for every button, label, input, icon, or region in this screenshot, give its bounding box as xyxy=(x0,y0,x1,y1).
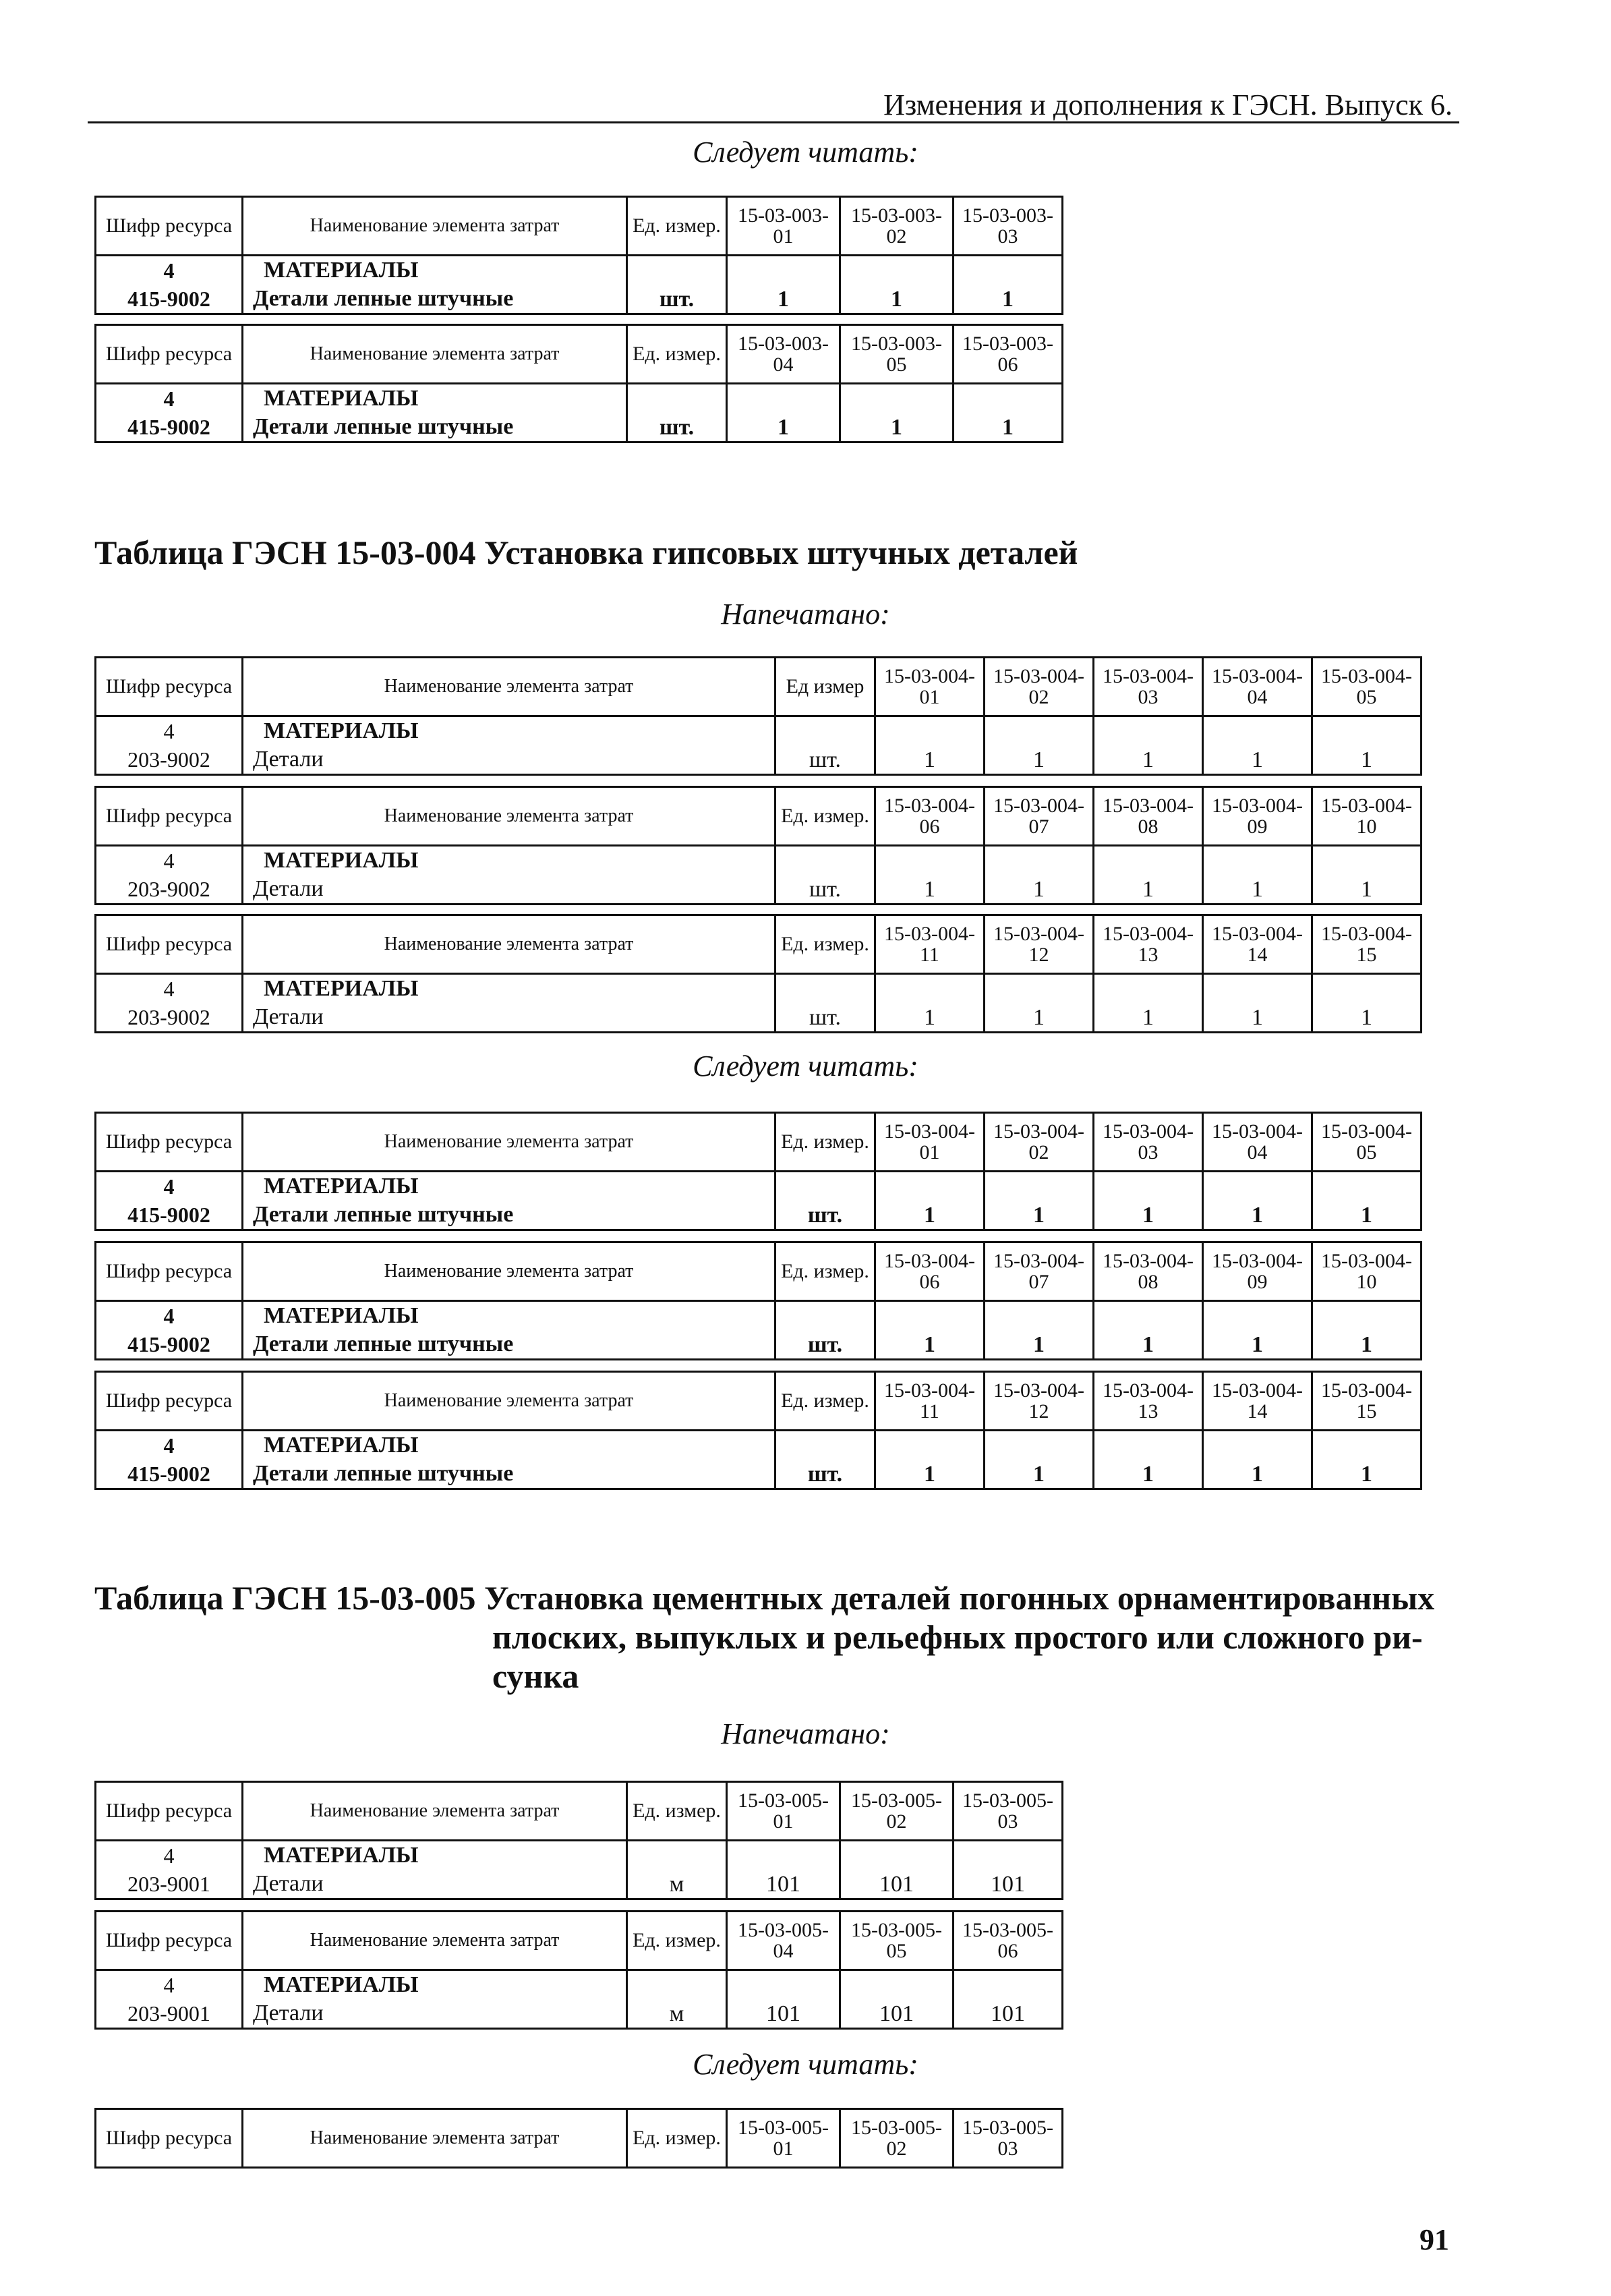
norm-value: 1 xyxy=(985,716,1094,775)
header-element-name: Наименование элемента затрат xyxy=(243,325,627,384)
norm-value: 1 xyxy=(840,384,954,442)
header-resource-code: Шифр ресурса xyxy=(96,915,243,974)
resource-name: Детали xyxy=(253,876,324,901)
unit-value: шт. xyxy=(627,384,727,442)
unit-value: шт. xyxy=(775,1172,875,1230)
norm-value: 1 xyxy=(1312,1431,1422,1489)
norm-value: 1 xyxy=(1094,1172,1203,1230)
page-number: 91 xyxy=(1419,2223,1449,2256)
unit-value: м xyxy=(627,1841,727,1899)
title-line-3: сунка xyxy=(492,1657,579,1695)
norm-value: 1 xyxy=(1312,1172,1422,1230)
resource-code-cell xyxy=(96,846,243,905)
resource-code-cell xyxy=(96,1431,243,1489)
table-row xyxy=(96,1301,1422,1360)
group-code: 4 xyxy=(163,1433,175,1458)
resource-name: Детали лепные штучные xyxy=(253,414,514,439)
group-name: МАТЕРИАЛЫ xyxy=(264,386,419,411)
norm-value: 1 xyxy=(1203,846,1312,905)
header-norm-code: 15-03-004-06 xyxy=(875,1242,985,1301)
table-header-row xyxy=(96,1113,1422,1172)
norm-value: 1 xyxy=(875,974,985,1033)
norm-value: 1 xyxy=(1312,1301,1422,1360)
unit-value: шт. xyxy=(775,974,875,1033)
norm-value: 1 xyxy=(1203,974,1312,1033)
header-unit: Ед измер xyxy=(775,658,875,716)
resource-table xyxy=(94,656,1422,776)
header-norm-code: 15-03-004-12 xyxy=(985,915,1094,974)
resource-name-cell xyxy=(243,384,627,442)
norm-value: 1 xyxy=(985,1301,1094,1360)
header-norm-code: 15-03-003-06 xyxy=(954,325,1063,384)
follow-label: Следует читать: xyxy=(693,136,918,169)
header-element-name: Наименование элемента затрат xyxy=(243,1372,775,1431)
header-norm-code: 15-03-004-09 xyxy=(1203,787,1312,846)
group-name: МАТЕРИАЛЫ xyxy=(264,1972,419,1997)
norm-value: 1 xyxy=(985,1172,1094,1230)
header-norm-code: 15-03-005-02 xyxy=(840,1782,954,1841)
header-norm-code: 15-03-005-05 xyxy=(840,1912,954,1970)
group-code: 4 xyxy=(163,1973,175,1997)
norm-value: 1 xyxy=(1094,1431,1203,1489)
header-norm-code: 15-03-004-03 xyxy=(1094,658,1203,716)
resource-name: Детали xyxy=(253,1004,324,1029)
header-resource-code: Шифр ресурса xyxy=(96,197,243,256)
resource-code-cell xyxy=(96,1301,243,1360)
unit-value: шт. xyxy=(775,1301,875,1360)
norm-value: 101 xyxy=(727,1841,840,1899)
header-norm-code: 15-03-004-02 xyxy=(985,658,1094,716)
header-norm-code: 15-03-005-01 xyxy=(727,1782,840,1841)
resource-name: Детали лепные штучные xyxy=(253,286,514,311)
unit-value: шт. xyxy=(775,846,875,905)
header-norm-code: 15-03-004-06 xyxy=(875,787,985,846)
header-norm-code: 15-03-004-04 xyxy=(1203,658,1312,716)
resource-code: 203-9001 xyxy=(127,2001,210,2026)
table-title-15-03-004: Таблица ГЭСН 15-03-004 Установка гипсовых штучных деталей xyxy=(94,534,1078,571)
table-header-row xyxy=(96,1242,1422,1301)
header-norm-code: 15-03-005-03 xyxy=(954,2109,1063,2168)
header-resource-code: Шифр ресурса xyxy=(96,325,243,384)
resource-code: 415-9002 xyxy=(127,1203,210,1227)
resource-table xyxy=(94,2108,1063,2169)
table-row xyxy=(96,1970,1063,2029)
table-row xyxy=(96,974,1422,1033)
group-code: 4 xyxy=(163,1174,175,1199)
resource-name-cell xyxy=(243,1172,775,1230)
norm-value: 1 xyxy=(1094,716,1203,775)
norm-value: 1 xyxy=(1203,716,1312,775)
table-header-row xyxy=(96,1912,1063,1970)
group-name: МАТЕРИАЛЫ xyxy=(264,976,419,1001)
group-code: 4 xyxy=(163,849,175,873)
header-resource-code: Шифр ресурса xyxy=(96,1372,243,1431)
header-norm-code: 15-03-004-08 xyxy=(1094,1242,1203,1301)
resource-table xyxy=(94,1112,1422,1231)
resource-code: 415-9002 xyxy=(127,287,210,311)
header-resource-code: Шифр ресурса xyxy=(96,1782,243,1841)
header-norm-code: 15-03-003-05 xyxy=(840,325,954,384)
norm-value: 1 xyxy=(1203,1431,1312,1489)
header-resource-code: Шифр ресурса xyxy=(96,1242,243,1301)
header-unit: Ед. измер. xyxy=(775,1113,875,1172)
header-norm-code: 15-03-003-01 xyxy=(727,197,840,256)
group-name: МАТЕРИАЛЫ xyxy=(264,1174,419,1199)
resource-name-cell xyxy=(243,1431,775,1489)
header-norm-code: 15-03-005-04 xyxy=(727,1912,840,1970)
header-element-name: Наименование элемента затрат xyxy=(243,1782,627,1841)
header-norm-code: 15-03-005-01 xyxy=(727,2109,840,2168)
group-name: МАТЕРИАЛЫ xyxy=(264,1843,419,1868)
header-norm-code: 15-03-004-11 xyxy=(875,1372,985,1431)
table-header-row xyxy=(96,197,1063,256)
table-header-row xyxy=(96,2109,1063,2168)
header-element-name: Наименование элемента затрат xyxy=(243,2109,627,2168)
header-norm-code: 15-03-004-10 xyxy=(1312,787,1422,846)
header-norm-code: 15-03-004-14 xyxy=(1203,1372,1312,1431)
header-unit: Ед. измер. xyxy=(627,1782,727,1841)
header-norm-code: 15-03-004-01 xyxy=(875,658,985,716)
table-header-row xyxy=(96,787,1422,846)
header-resource-code: Шифр ресурса xyxy=(96,1113,243,1172)
resource-code: 203-9001 xyxy=(127,1872,210,1896)
header-unit: Ед. измер. xyxy=(627,197,727,256)
table-header-row xyxy=(96,915,1422,974)
header-norm-code: 15-03-003-02 xyxy=(840,197,954,256)
header-element-name: Наименование элемента затрат xyxy=(243,1912,627,1970)
norm-value: 1 xyxy=(875,1172,985,1230)
norm-value: 1 xyxy=(985,1431,1094,1489)
group-code: 4 xyxy=(163,1304,175,1328)
group-code: 4 xyxy=(163,1843,175,1868)
header-norm-code: 15-03-004-13 xyxy=(1094,1372,1203,1431)
header-unit: Ед. измер. xyxy=(775,1242,875,1301)
resource-code: 203-9002 xyxy=(127,1005,210,1029)
norm-value: 1 xyxy=(1312,974,1422,1033)
norm-value: 1 xyxy=(840,256,954,314)
header-norm-code: 15-03-004-08 xyxy=(1094,787,1203,846)
header-resource-code: Шифр ресурса xyxy=(96,2109,243,2168)
header-norm-code: 15-03-004-04 xyxy=(1203,1113,1312,1172)
header-resource-code: Шифр ресурса xyxy=(96,787,243,846)
table-row xyxy=(96,1172,1422,1230)
title-line-2: плоских, выпуклых и рельефных простого или сложного ри- xyxy=(492,1618,1423,1656)
header-norm-code: 15-03-004-07 xyxy=(985,787,1094,846)
header-norm-code: 15-03-005-03 xyxy=(954,1782,1063,1841)
unit-value: м xyxy=(627,1970,727,2029)
header-norm-code: 15-03-004-15 xyxy=(1312,915,1422,974)
table-header-row xyxy=(96,1372,1422,1431)
norm-value: 1 xyxy=(1094,846,1203,905)
resource-code-cell xyxy=(96,974,243,1033)
norm-value: 1 xyxy=(1312,716,1422,775)
norm-value: 1 xyxy=(1312,846,1422,905)
resource-code-cell xyxy=(96,384,243,442)
resource-name: Детали лепные штучные xyxy=(253,1461,514,1486)
resource-table xyxy=(94,1371,1422,1490)
header-norm-code: 15-03-005-06 xyxy=(954,1912,1063,1970)
header-norm-code: 15-03-004-15 xyxy=(1312,1372,1422,1431)
unit-value: шт. xyxy=(775,1431,875,1489)
table-row xyxy=(96,1431,1422,1489)
page-header xyxy=(88,88,1459,123)
table-row xyxy=(96,256,1063,314)
header-resource-code: Шифр ресурса xyxy=(96,1912,243,1970)
norm-value: 1 xyxy=(1203,1172,1312,1230)
resource-code: 203-9002 xyxy=(127,747,210,772)
resource-name-cell xyxy=(243,716,775,775)
norm-value: 1 xyxy=(875,716,985,775)
group-name: МАТЕРИАЛЫ xyxy=(264,718,419,743)
header-norm-code: 15-03-003-03 xyxy=(954,197,1063,256)
table-header-row xyxy=(96,1782,1063,1841)
resource-code: 415-9002 xyxy=(127,1332,210,1356)
resource-code-cell xyxy=(96,1970,243,2029)
header-element-name: Наименование элемента затрат xyxy=(243,787,775,846)
resource-name-cell xyxy=(243,1970,627,2029)
group-name: МАТЕРИАЛЫ xyxy=(264,1303,419,1328)
header-norm-code: 15-03-004-14 xyxy=(1203,915,1312,974)
follow-label: Следует читать: xyxy=(693,2048,918,2081)
header-unit: Ед. измер. xyxy=(627,1912,727,1970)
resource-code: 203-9002 xyxy=(127,877,210,901)
group-code: 4 xyxy=(163,258,175,283)
resource-table xyxy=(94,1910,1063,2030)
resource-code-cell xyxy=(96,716,243,775)
resource-name-cell xyxy=(243,256,627,314)
norm-value: 1 xyxy=(1094,1301,1203,1360)
norm-value: 1 xyxy=(1094,974,1203,1033)
resource-table xyxy=(94,324,1063,443)
norm-value: 1 xyxy=(954,256,1063,314)
norm-value: 1 xyxy=(727,256,840,314)
norm-value: 1 xyxy=(985,846,1094,905)
title-line-1: Таблица ГЭСН 15-03-005 Установка цементных деталей погонных орнаментированных xyxy=(94,1579,1435,1617)
norm-value: 1 xyxy=(954,384,1063,442)
resource-code-cell xyxy=(96,1172,243,1230)
header-norm-code: 15-03-004-01 xyxy=(875,1113,985,1172)
header-norm-code: 15-03-004-05 xyxy=(1312,1113,1422,1172)
resource-name-cell xyxy=(243,1841,627,1899)
header-norm-code: 15-03-004-13 xyxy=(1094,915,1203,974)
resource-name: Детали лепные штучные xyxy=(253,1331,514,1356)
table-row xyxy=(96,1841,1063,1899)
table-row xyxy=(96,384,1063,442)
table-row xyxy=(96,846,1422,905)
header-resource-code: Шифр ресурса xyxy=(96,658,243,716)
resource-table xyxy=(94,196,1063,315)
norm-value: 101 xyxy=(954,1970,1063,2029)
resource-code: 415-9002 xyxy=(127,415,210,439)
header-element-name: Наименование элемента затрат xyxy=(243,915,775,974)
printed-label: Напечатано: xyxy=(721,1717,890,1750)
header-unit: Ед. измер. xyxy=(775,787,875,846)
norm-value: 101 xyxy=(954,1841,1063,1899)
header-norm-code: 15-03-004-10 xyxy=(1312,1242,1422,1301)
header-norm-code: 15-03-004-03 xyxy=(1094,1113,1203,1172)
resource-table xyxy=(94,1241,1422,1360)
header-norm-code: 15-03-003-04 xyxy=(727,325,840,384)
follow-label: Следует читать: xyxy=(693,1050,918,1083)
resource-name-cell xyxy=(243,846,775,905)
norm-value: 1 xyxy=(875,1431,985,1489)
resource-name: Детали xyxy=(253,1871,324,1896)
header-element-name: Наименование элемента затрат xyxy=(243,197,627,256)
resource-code: 415-9002 xyxy=(127,1462,210,1486)
header-norm-code: 15-03-004-07 xyxy=(985,1242,1094,1301)
norm-value: 101 xyxy=(727,1970,840,2029)
unit-value: шт. xyxy=(627,256,727,314)
norm-value: 101 xyxy=(840,1970,954,2029)
header-norm-code: 15-03-004-05 xyxy=(1312,658,1422,716)
resource-code-cell xyxy=(96,1841,243,1899)
norm-value: 1 xyxy=(985,974,1094,1033)
norm-value: 101 xyxy=(840,1841,954,1899)
unit-value: шт. xyxy=(775,716,875,775)
header-norm-code: 15-03-004-09 xyxy=(1203,1242,1312,1301)
resource-table xyxy=(94,1781,1063,1900)
group-name: МАТЕРИАЛЫ xyxy=(264,258,419,283)
header-unit: Ед. измер. xyxy=(775,1372,875,1431)
header-element-name: Наименование элемента затрат xyxy=(243,658,775,716)
header-element-name: Наименование элемента затрат xyxy=(243,1113,775,1172)
group-name: МАТЕРИАЛЫ xyxy=(264,848,419,873)
group-code: 4 xyxy=(163,386,175,411)
header-unit: Ед. измер. xyxy=(775,915,875,974)
table-row xyxy=(96,716,1422,775)
header-unit: Ед. измер. xyxy=(627,325,727,384)
resource-name: Детали xyxy=(253,747,324,772)
group-name: МАТЕРИАЛЫ xyxy=(264,1433,419,1458)
norm-value: 1 xyxy=(727,384,840,442)
header-norm-code: 15-03-004-11 xyxy=(875,915,985,974)
resource-name-cell xyxy=(243,974,775,1033)
header-norm-code: 15-03-004-02 xyxy=(985,1113,1094,1172)
header-norm-code: 15-03-004-12 xyxy=(985,1372,1094,1431)
resource-code-cell xyxy=(96,256,243,314)
printed-label: Напечатано: xyxy=(721,598,890,631)
table-header-row xyxy=(96,658,1422,716)
table-header-row xyxy=(96,325,1063,384)
resource-name-cell xyxy=(243,1301,775,1360)
header-unit: Ед. измер. xyxy=(627,2109,727,2168)
header-title: Изменения и дополнения к ГЭСН. Выпуск 6. xyxy=(883,88,1453,121)
norm-value: 1 xyxy=(1203,1301,1312,1360)
header-element-name: Наименование элемента затрат xyxy=(243,1242,775,1301)
group-code: 4 xyxy=(163,719,175,743)
resource-table xyxy=(94,786,1422,905)
table-title-15-03-005 xyxy=(94,1578,1434,1696)
resource-name: Детали xyxy=(253,2001,324,2026)
group-code: 4 xyxy=(163,977,175,1001)
norm-value: 1 xyxy=(875,846,985,905)
norm-value: 1 xyxy=(875,1301,985,1360)
header-norm-code: 15-03-005-02 xyxy=(840,2109,954,2168)
resource-table xyxy=(94,914,1422,1033)
resource-name: Детали лепные штучные xyxy=(253,1202,514,1227)
